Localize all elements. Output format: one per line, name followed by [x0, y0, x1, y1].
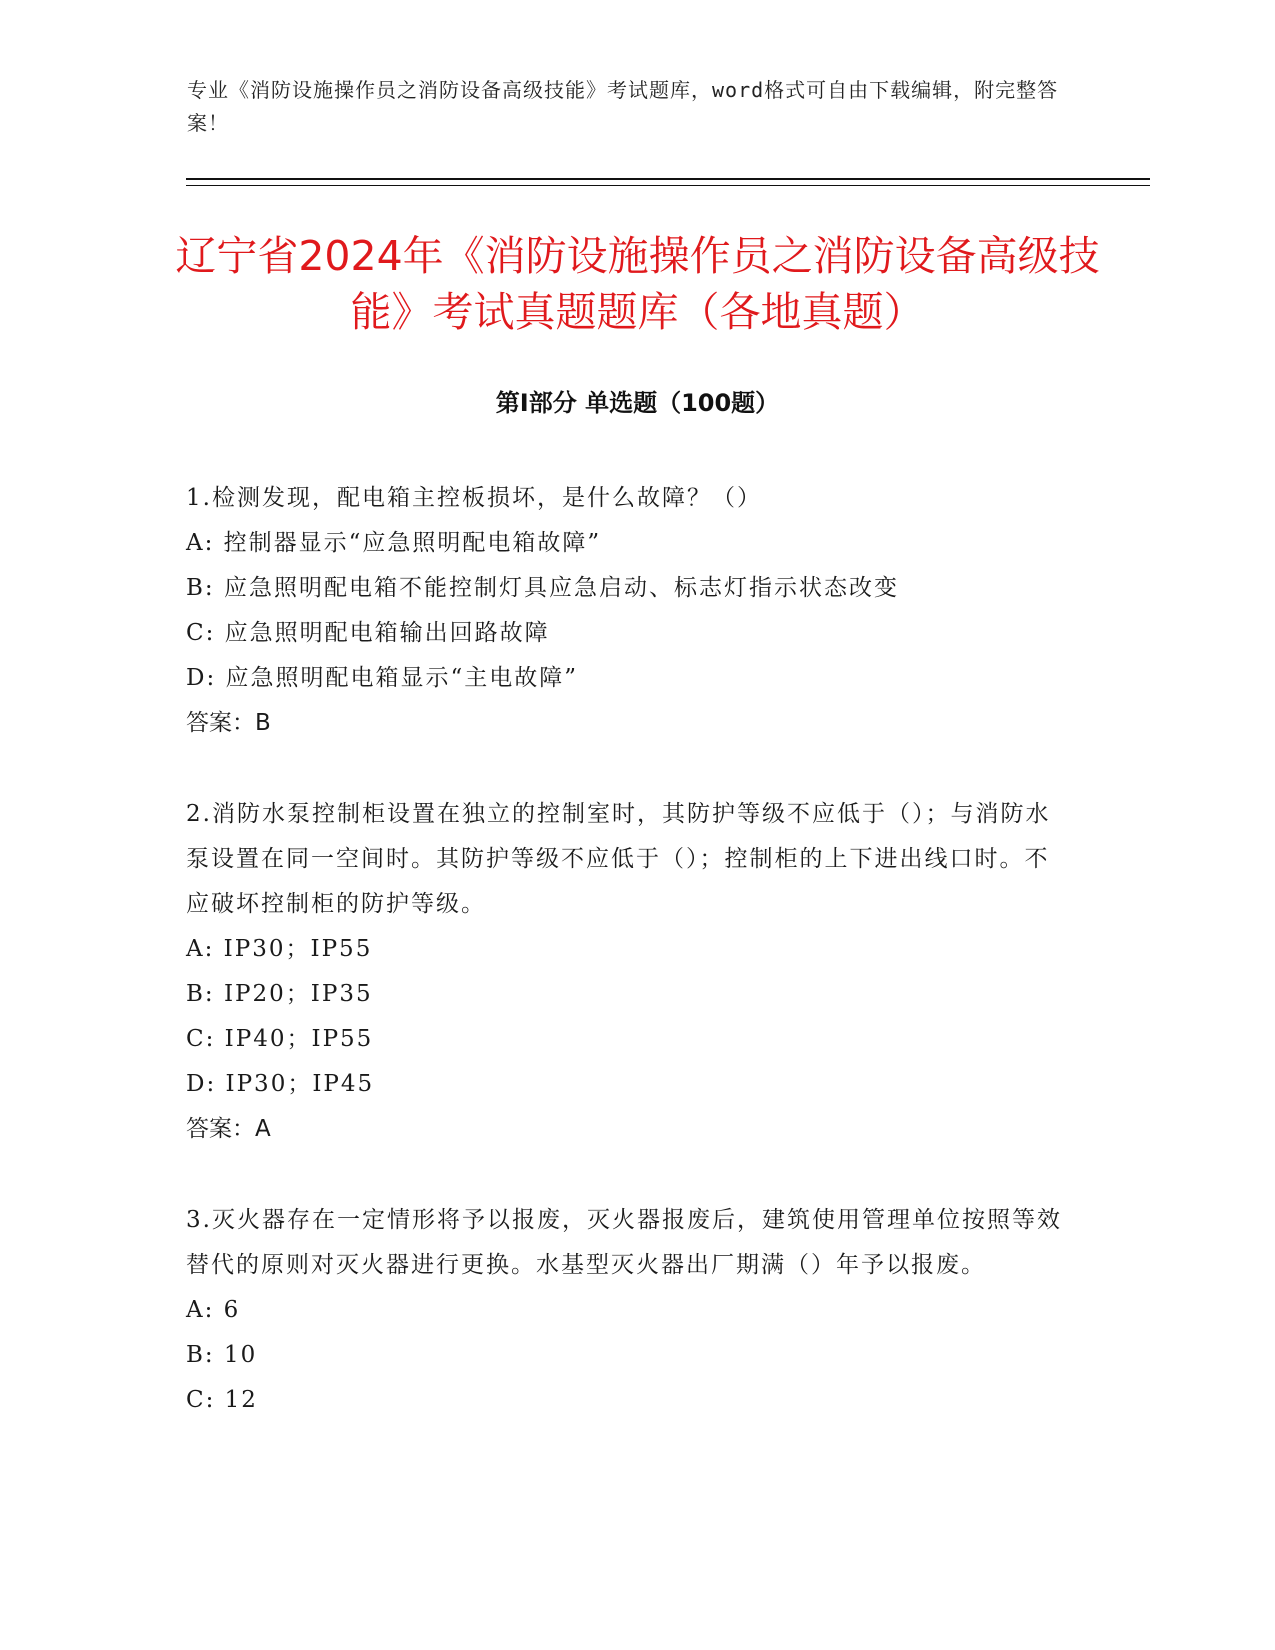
option-b: B: IP20；IP35 — [186, 981, 373, 1007]
question-stem: 1.检测发现，配电箱主控板损坏，是什么故障？（） — [186, 485, 762, 511]
option-c: C: IP40；IP55 — [186, 1026, 374, 1052]
header-divider-thick — [186, 178, 1150, 180]
option-b: B: 应急照明配电箱不能控制灯具应急启动、标志灯指示状态改变 — [186, 575, 899, 601]
question-list — [186, 476, 1066, 1469]
option-c: C: 应急照明配电箱输出回路故障 — [186, 620, 550, 646]
option-d: D: 应急照明配电箱显示“主电故障” — [186, 665, 579, 691]
answer: 答案：B — [186, 710, 271, 736]
option-a: A: IP30；IP55 — [186, 936, 373, 962]
section-heading: 第Ⅰ部分 单选题（100题） — [495, 389, 780, 417]
option-a: A: 控制器显示“应急照明配电箱故障” — [186, 530, 602, 556]
question-stem: 2.消防水泵控制柜设置在独立的控制室时，其防护等级不应低于（）；与消防水泵设置在同一空间时。其防护等级不应低于（）；控制柜的上下进出线口时。不应破坏控制柜的防护等级。 — [186, 801, 1051, 917]
header-divider-thin — [186, 185, 1150, 186]
question-3 — [186, 1198, 1066, 1423]
document-title: 辽宁省2024年《消防设施操作员之消防设备高级技能》考试真题题库（各地真题） — [175, 232, 1100, 336]
question-stem: 3.灭火器存在一定情形将予以报废，灭火器报废后，建筑使用管理单位按照等效替代的原则对灭火器进行更换。水基型灭火器出厂期满（）年予以报废。 — [186, 1207, 1062, 1278]
question-1 — [186, 476, 1066, 746]
answer: 答案：A — [186, 1116, 271, 1142]
option-b: B: 10 — [186, 1342, 258, 1368]
option-d: D: IP30；IP45 — [186, 1071, 375, 1097]
header-note: 专业《消防设施操作员之消防设备高级技能》考试题库，word格式可自由下载编辑，附完整答案！ — [187, 78, 1059, 135]
option-c: C: 12 — [186, 1387, 258, 1413]
option-a: A: 6 — [186, 1297, 241, 1323]
question-2 — [186, 792, 1066, 1152]
